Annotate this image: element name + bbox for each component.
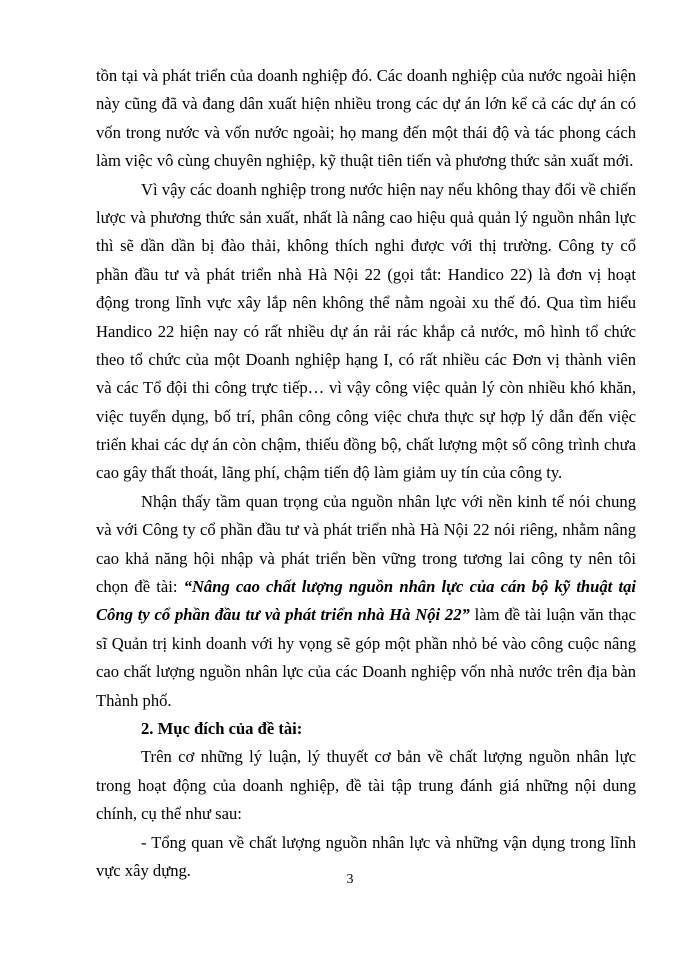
text-line: trong hoạt động của doanh nghiệp, đề tài tập trung đánh giá những nội dung	[96, 775, 636, 795]
paragraph-4	[96, 743, 636, 828]
text-line: chính, cụ thể như sau:	[96, 804, 242, 824]
text-line: việc tuyển dụng, bố trí, phân công công việc chưa thực sự hợp lý dẫn đến việc	[96, 406, 636, 426]
text-line: sĩ Quản trị kinh doanh với hy vọng sẽ góp một phần nhỏ bé vào công cuộc nâng	[96, 633, 636, 653]
text-line: theo tổ chức của một Doanh nghiệp hạng I, có rất nhiều các Đơn vị thành viên	[96, 349, 636, 369]
text-line: cao chất lượng nguồn nhân lực của các Doanh nghiệp vốn nhà nước trên địa bàn	[96, 662, 636, 682]
text-line: tồn tại và phát triển của doanh nghiệp đó. Các doanh nghiệp của nước ngoài hiện	[96, 66, 636, 85]
text-line: này cũng đã và đang dân xuất hiện nhiều trong các dự án lớn kể cả các dự án có	[96, 94, 636, 114]
paragraph-1	[96, 62, 636, 176]
section-heading: 2. Mục đích của đề tài:	[141, 718, 303, 738]
text-line: cao gây thất thoát, lãng phí, chậm tiến độ làm giảm uy tín của công ty.	[96, 463, 563, 483]
text-line: phần đầu tư và phát triển nhà Hà Nội 22 (gọi tắt: Handico 22) là đơn vị hoạt	[96, 264, 636, 284]
text-line: lược và phương thức sản xuất, nhất là nâng cao hiệu quả quản lý nguồn nhân lực	[96, 207, 636, 227]
text-line	[96, 601, 636, 629]
paragraph-2	[96, 176, 636, 488]
text-line: Vì vậy các doanh nghiệp trong nước hiện nay nếu không thay đổi về chiến	[141, 179, 636, 199]
text-line: vực xây dựng.	[96, 860, 191, 880]
text-line: thì sẽ dần dần bị đào thải, không thích nghi được với thị trường. Công ty cổ	[96, 236, 636, 256]
text-line: cao khả năng hội nhập và phát triển bền vững trong tương lai công ty nên tôi	[96, 548, 636, 568]
text-line: Nhận thấy tầm quan trọng của nguồn nhân lực với nền kinh tế nói chung	[141, 491, 636, 511]
text-line: động trong lĩnh vực xây lắp nên không thể nằm ngoài xu thế đó. Qua tìm hiểu	[96, 293, 636, 313]
text-line	[96, 573, 636, 601]
paragraph-3	[96, 488, 636, 715]
thesis-title-part-1: “Nâng cao chất lượng nguồn nhân lực của cán bộ kỹ thuật tại	[183, 577, 636, 597]
text-line: Trên cơ những lý luận, lý thuyết cơ bản về chất lượng nguồn nhân lực	[141, 747, 636, 767]
page-number: 3	[346, 872, 354, 887]
text-fragment: làm đề tài luận văn thạc	[469, 605, 637, 625]
text-line: và với Công ty cổ phần đầu tư và phát triển nhà Hà Nội 22 nói riêng, nhằm nâng	[96, 520, 636, 540]
thesis-title-part-2: Công ty cổ phần đầu tư và phát triển nhà Hà Nội 22”	[96, 605, 470, 625]
text-line: Handico 22 hiện nay có rất nhiều dự án rải rác khắp cả nước, mô hình tổ chức	[96, 321, 636, 341]
text-line: và các Tổ đội thi công trực tiếp… vì vậy công việc quản lý còn nhiều khó khăn,	[96, 378, 636, 398]
text-line: Thành phố.	[96, 690, 172, 710]
text-line: - Tổng quan về chất lượng nguồn nhân lực và những vận dụng trong lĩnh	[141, 832, 636, 852]
text-line: triển khai các dự án còn chậm, thiếu đồng bộ, chất lượng một số công trình chưa	[96, 435, 636, 455]
text-line: vốn trong nước và vốn nước ngoài; họ mang đến một thái độ và tác phong cách	[96, 122, 636, 142]
document-page	[96, 62, 636, 885]
text-line: làm việc vô cùng chuyên nghiệp, kỹ thuật tiên tiến và phương thức sản xuất mới.	[96, 151, 634, 171]
text-fragment: chọn đề tài:	[96, 577, 184, 597]
